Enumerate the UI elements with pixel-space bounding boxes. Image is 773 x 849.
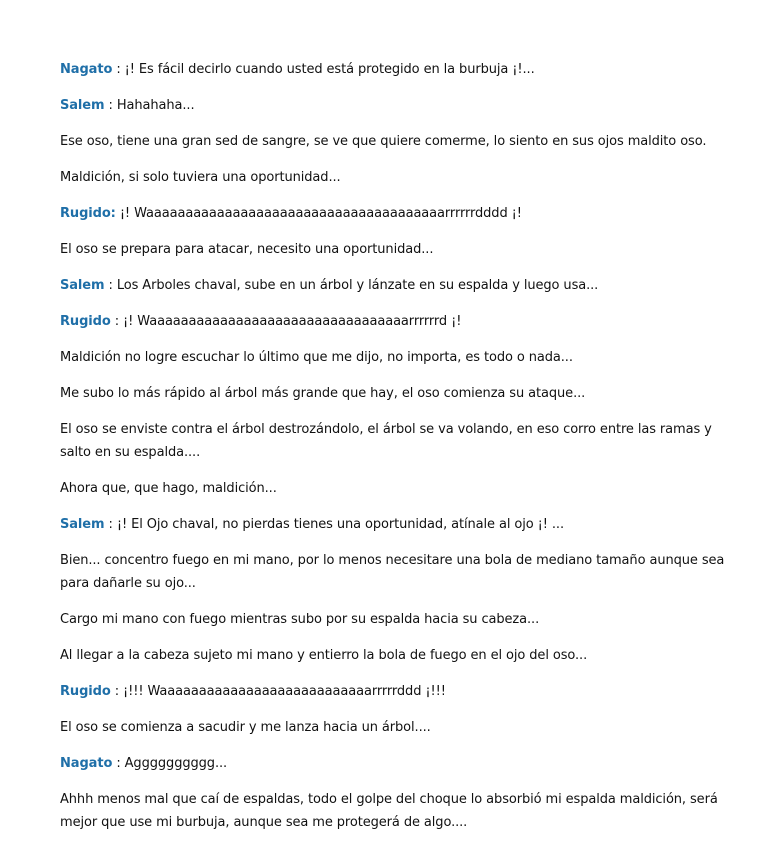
paragraph: [60, 310, 740, 333]
paragraph: [60, 382, 740, 405]
paragraph-text: ¡! El Ojo chaval, no pierdas tienes una oportunidad, atínale al ojo ¡! ...: [116, 517, 564, 532]
paragraph-text: Agggggggggg...: [124, 756, 228, 771]
paragraph-text: Cargo mi mano con fuego mientras subo por su espalda hacia su cabeza...: [60, 612, 540, 627]
paragraph-text: Maldición no logre escuchar lo último que me dijo, no importa, es todo o nada...: [60, 350, 573, 365]
paragraph: [60, 202, 740, 225]
paragraph-text: El oso se enviste contra el árbol destrozándolo, el árbol se va volando, en eso corro entre las ramas y salto en su espalda....: [60, 422, 712, 460]
paragraph-text: Hahahaha...: [116, 98, 195, 113]
paragraph: [60, 513, 740, 536]
paragraph-text: Ahhh menos mal que caí de espaldas, todo el golpe del choque lo absorbió mi espalda maldición, será mejor que use mi burbuja, aunque sea me protegerá de algo....: [60, 792, 718, 830]
speaker-separator: :: [104, 278, 117, 293]
paragraph: [60, 608, 740, 631]
paragraph-text: El oso se prepara para atacar, necesito una oportunidad...: [60, 242, 434, 257]
speaker-name: Rugido: [60, 684, 111, 699]
paragraph-text: Ahora que, que hago, maldición...: [60, 481, 277, 496]
speaker-name: Nagato: [60, 62, 113, 77]
paragraph: [60, 346, 740, 369]
speaker-name: Salem: [60, 517, 105, 532]
paragraph: [60, 166, 740, 189]
paragraph-text: ¡! Es fácil decirlo cuando usted está protegido en la burbuja ¡!...: [124, 62, 535, 77]
paragraph: [60, 94, 740, 117]
paragraph: [60, 418, 740, 464]
speaker-separator: :: [110, 314, 124, 329]
speaker-name: Rugido: [60, 314, 111, 329]
paragraph-text: ¡! Waaaaaaaaaaaaaaaaaaaaaaaaaaaaaaaaaaaaaarrrrrrdddd ¡!: [119, 206, 522, 221]
speaker-separator: :: [112, 62, 125, 77]
paragraph: [60, 238, 740, 261]
speaker-name: Rugido:: [60, 206, 116, 221]
paragraph-text: ¡! Waaaaaaaaaaaaaaaaaaaaaaaaaaaaaaaaarrrrrrd ¡!: [123, 314, 462, 329]
speaker-separator: :: [104, 517, 117, 532]
speaker-separator: :: [110, 684, 124, 699]
paragraph-text: Al llegar a la cabeza sujeto mi mano y entierro la bola de fuego en el ojo del oso...: [60, 648, 588, 663]
paragraph-text: Me subo lo más rápido al árbol más grande que hay, el oso comienza su ataque...: [60, 386, 586, 401]
paragraph: [60, 680, 740, 703]
paragraph-text: ¡!!! Waaaaaaaaaaaaaaaaaaaaaaaaaaarrrrrddd ¡!!!: [123, 684, 446, 699]
paragraph: [60, 130, 740, 153]
paragraph-text: Ese oso, tiene una gran sed de sangre, se ve que quiere comerme, lo siento en sus ojos maldito oso.: [60, 134, 707, 149]
document-body: [60, 58, 740, 847]
paragraph: [60, 477, 740, 500]
paragraph: [60, 644, 740, 667]
speaker-name: Salem: [60, 278, 105, 293]
paragraph: [60, 58, 740, 81]
paragraph: [60, 788, 740, 834]
speaker-separator: :: [112, 756, 125, 771]
paragraph: [60, 716, 740, 739]
paragraph: [60, 549, 740, 595]
paragraph: [60, 752, 740, 775]
paragraph-text: Maldición, si solo tuviera una oportunidad...: [60, 170, 341, 185]
speaker-name: Nagato: [60, 756, 113, 771]
speaker-separator: :: [104, 98, 117, 113]
speaker-name: Salem: [60, 98, 105, 113]
paragraph: [60, 274, 740, 297]
paragraph-text: Bien... concentro fuego en mi mano, por lo menos necesitare una bola de mediano tamaño aunque sea para dañarle su ojo...: [60, 553, 725, 591]
paragraph-text: Los Arboles chaval, sube en un árbol y lánzate en su espalda y luego usa...: [116, 278, 599, 293]
paragraph-text: El oso se comienza a sacudir y me lanza hacia un árbol....: [60, 720, 431, 735]
